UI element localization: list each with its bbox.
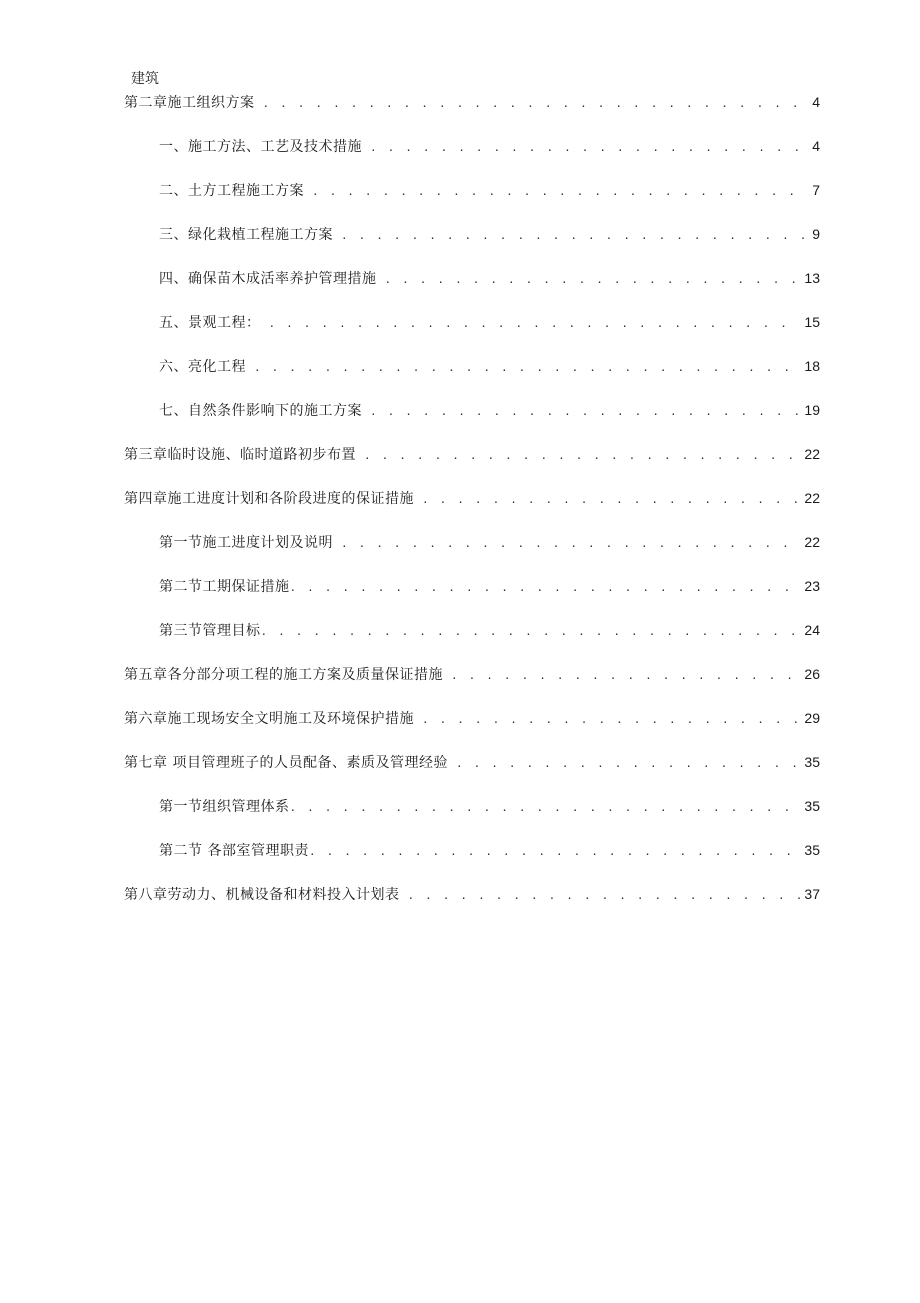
toc-entry-title: 五、景观工程： bbox=[159, 315, 261, 331]
toc-entry-title: 第五章各分部分项工程的施工方案及质量保证措施 bbox=[124, 667, 443, 683]
toc-entry-page-number: 22 bbox=[804, 446, 820, 462]
toc-entry-title: 第三节管理目标 bbox=[159, 623, 261, 639]
toc-entry[interactable] bbox=[124, 136, 820, 180]
toc-entry[interactable] bbox=[124, 312, 820, 356]
toc-dot-leader bbox=[290, 578, 801, 598]
toc-dot-leader bbox=[341, 534, 800, 554]
toc-dot-leader bbox=[341, 226, 808, 246]
toc-entry[interactable] bbox=[124, 620, 820, 664]
toc-entry[interactable] bbox=[124, 752, 820, 796]
toc-entry-title: 第六章施工现场安全文明施工及环境保护措施 bbox=[124, 711, 414, 727]
toc-entry[interactable] bbox=[124, 400, 820, 444]
toc-entry[interactable] bbox=[124, 488, 820, 532]
toc-entry-page-number: 37 bbox=[804, 886, 820, 902]
toc-entry[interactable] bbox=[124, 444, 820, 488]
toc-entry-title: 六、亮化工程 bbox=[159, 359, 246, 375]
toc-entry-page-number: 29 bbox=[804, 710, 820, 726]
toc-entry-page-number: 22 bbox=[804, 534, 820, 550]
toc-entry[interactable] bbox=[124, 708, 820, 752]
toc-entry[interactable] bbox=[124, 268, 820, 312]
toc-entry-page-number: 26 bbox=[804, 666, 820, 682]
toc-dot-leader bbox=[422, 490, 800, 510]
toc-entry[interactable] bbox=[124, 840, 820, 884]
toc-entry[interactable] bbox=[124, 796, 820, 840]
toc-entry-page-number: 35 bbox=[804, 754, 820, 770]
toc-entry-page-number: 35 bbox=[804, 798, 820, 814]
toc-dot-leader bbox=[456, 754, 800, 774]
toc-entry-page-number: 24 bbox=[804, 622, 820, 638]
toc-dot-leader bbox=[254, 358, 800, 378]
toc-entry[interactable] bbox=[124, 92, 820, 136]
toc-dot-leader bbox=[261, 622, 801, 642]
toc-dot-leader bbox=[309, 842, 800, 862]
toc-dot-leader bbox=[312, 182, 808, 202]
toc-dot-leader bbox=[290, 798, 801, 818]
page-header: 建筑 bbox=[131, 71, 159, 87]
toc-entry[interactable] bbox=[124, 532, 820, 576]
toc-entry-title: 第三章临时设施、临时道路初步布置 bbox=[124, 447, 356, 463]
toc-dot-leader bbox=[451, 666, 800, 686]
toc-entry-page-number: 13 bbox=[804, 270, 820, 286]
table-of-contents bbox=[124, 92, 820, 928]
toc-entry-page-number: 4 bbox=[812, 138, 820, 154]
toc-entry-title: 三、绿化栽植工程施工方案 bbox=[159, 227, 333, 243]
toc-dot-leader bbox=[408, 886, 801, 906]
toc-entry-title: 第七章 项目管理班子的人员配备、素质及管理经验 bbox=[124, 755, 448, 771]
toc-entry[interactable] bbox=[124, 576, 820, 620]
toc-entry[interactable] bbox=[124, 224, 820, 268]
toc-entry-title: 一、施工方法、工艺及技术措施 bbox=[159, 139, 362, 155]
toc-entry-page-number: 4 bbox=[812, 94, 820, 110]
toc-dot-leader bbox=[370, 138, 808, 158]
toc-entry-title: 第二节 各部室管理职责 bbox=[159, 843, 309, 859]
toc-entry-title: 第二节工期保证措施 bbox=[159, 579, 290, 595]
toc-entry-title: 第一节施工进度计划及说明 bbox=[159, 535, 333, 551]
toc-entry-page-number: 9 bbox=[812, 226, 820, 242]
toc-entry[interactable] bbox=[124, 664, 820, 708]
toc-entry-title: 七、自然条件影响下的施工方案 bbox=[159, 403, 362, 419]
toc-dot-leader bbox=[385, 270, 801, 290]
toc-entry-page-number: 19 bbox=[804, 402, 820, 418]
toc-dot-leader bbox=[269, 314, 801, 334]
toc-entry-page-number: 23 bbox=[804, 578, 820, 594]
toc-entry-page-number: 35 bbox=[804, 842, 820, 858]
toc-entry-title: 第一节组织管理体系 bbox=[159, 799, 290, 815]
toc-entry-title: 四、确保苗木成活率养护管理措施 bbox=[159, 271, 377, 287]
toc-dot-leader bbox=[370, 402, 800, 422]
toc-entry-title: 第八章劳动力、机械设备和材料投入计划表 bbox=[124, 887, 400, 903]
toc-entry[interactable] bbox=[124, 884, 820, 928]
toc-entry[interactable] bbox=[124, 180, 820, 224]
toc-entry[interactable] bbox=[124, 356, 820, 400]
toc-dot-leader bbox=[364, 446, 800, 466]
toc-entry-title: 第二章施工组织方案 bbox=[124, 95, 255, 111]
toc-entry-page-number: 22 bbox=[804, 490, 820, 506]
toc-entry-page-number: 7 bbox=[812, 182, 820, 198]
toc-entry-page-number: 18 bbox=[804, 358, 820, 374]
toc-entry-page-number: 15 bbox=[804, 314, 820, 330]
toc-entry-title: 第四章施工进度计划和各阶段进度的保证措施 bbox=[124, 491, 414, 507]
toc-entry-title: 二、土方工程施工方案 bbox=[159, 183, 304, 199]
toc-dot-leader bbox=[422, 710, 800, 730]
toc-dot-leader bbox=[263, 94, 809, 114]
